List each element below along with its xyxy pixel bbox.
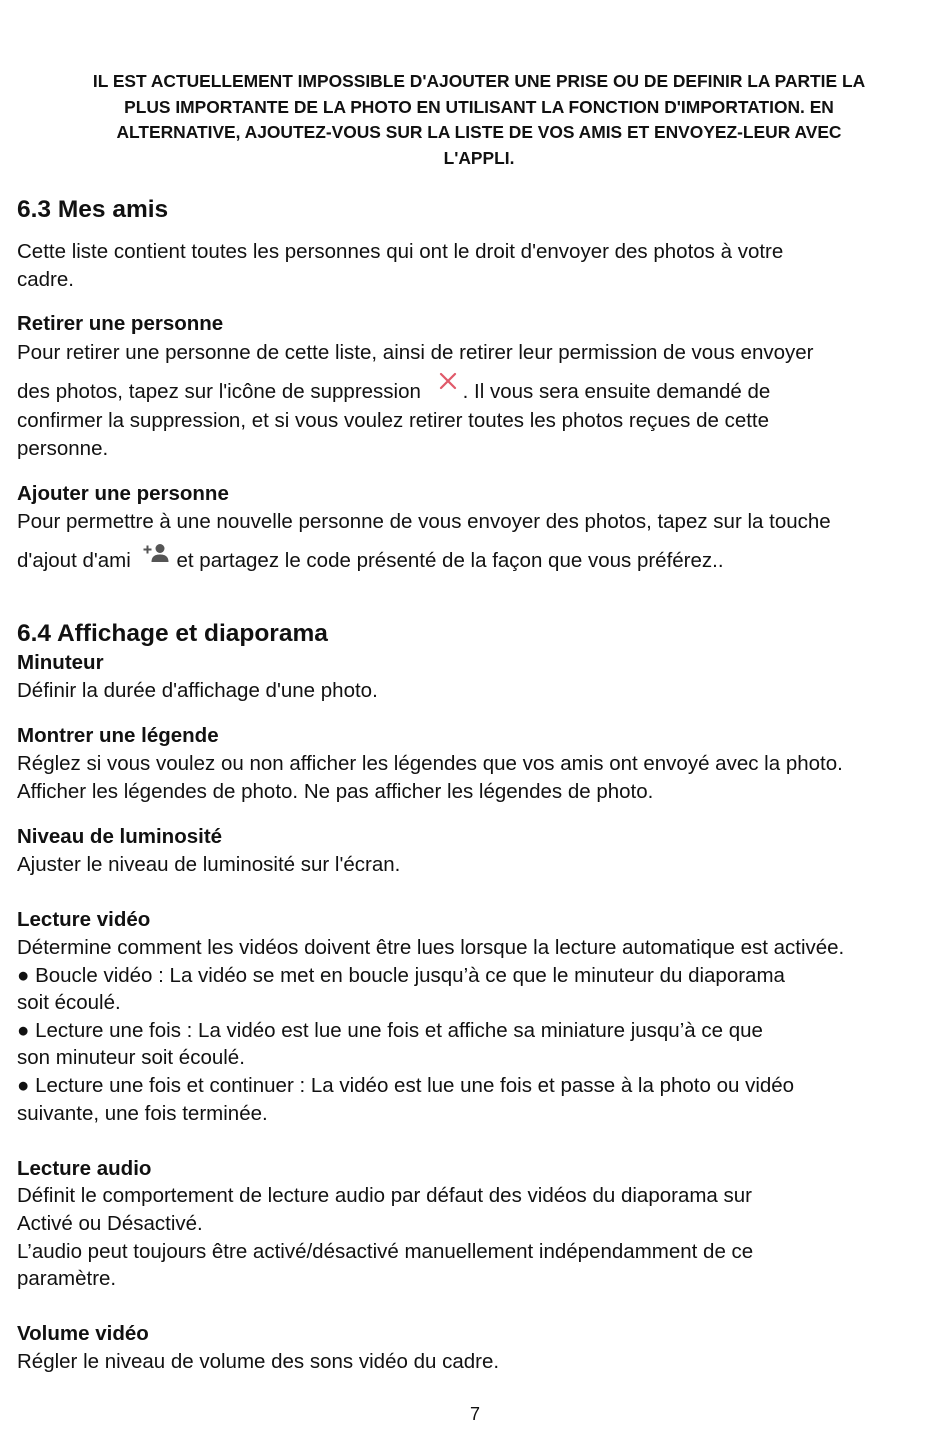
video-volume-heading: Volume vidéo [17, 1322, 149, 1345]
audio-playback-text: Définit le comportement de lecture audio par défaut des vidéos du diaporama sur [17, 1184, 753, 1207]
video-playback-text: soit écoulé. [17, 991, 121, 1014]
section-6-4-title: 6.4 Affichage et diaporama [17, 620, 328, 647]
add-friend-icon [143, 542, 171, 564]
friends-intro-line: cadre. [17, 268, 74, 291]
add-person-text: Pour permettre à une nouvelle personne de vous envoyer des photos, tapez sur la touche [17, 510, 831, 533]
video-playback-text: ● Boucle vidéo : La vidéo se met en boucle jusqu’à ce que le minuteur du diaporama [17, 964, 785, 987]
add-text-after-icon: et partagez le code présenté de la façon que vous préférez.. [176, 549, 724, 572]
import-limitation-notice [20, 69, 938, 171]
page-number: 7 [469, 1404, 480, 1424]
add-text-before-icon: d'ajout d'ami [17, 549, 131, 572]
notice-line: PLUS IMPORTANTE DE LA PHOTO EN UTILISANT LA FONCTION D'IMPORTATION. EN [124, 96, 834, 117]
video-playback-text: son minuteur soit écoulé. [17, 1046, 245, 1069]
remove-person-text: Pour retirer une personne de cette liste, ainsi de retirer leur permission de vous envoyer [17, 341, 814, 364]
video-playback-heading: Lecture vidéo [17, 908, 151, 931]
timer-heading: Minuteur [17, 651, 104, 674]
video-volume-text: Régler le niveau de volume des sons vidéo du cadre. [17, 1350, 500, 1373]
video-playback-text: Détermine comment les vidéos doivent être lues lorsque la lecture automatique est activée. [17, 936, 845, 959]
video-playback-text: ● Lecture une fois et continuer : La vidéo est lue une fois et passe à la photo ou vidéo [17, 1074, 795, 1097]
notice-line: IL EST ACTUELLEMENT IMPOSSIBLE D'AJOUTER UNE PRISE OU DE DEFINIR LA PARTIE LA [92, 71, 866, 91]
brightness-heading: Niveau de luminosité [17, 825, 223, 848]
notice-line: L'APPLI. [443, 147, 515, 168]
remove-text-before-icon: des photos, tapez sur l'icône de suppression [17, 380, 421, 403]
remove-text-after-icon: . Il vous sera ensuite demandé de [462, 380, 771, 403]
video-playback-text: ● Lecture une fois : La vidéo est lue une fois et affiche sa miniature jusqu’à ce que [17, 1019, 763, 1042]
caption-text: Réglez si vous voulez ou non afficher les légendes que vos amis ont envoyé avec la photo. [17, 752, 843, 775]
notice-line: ALTERNATIVE, AJOUTEZ-VOUS SUR LA LISTE DE VOS AMIS ET ENVOYEZ-LEUR AVEC [116, 122, 842, 142]
video-playback-text: suivante, une fois terminée. [17, 1102, 268, 1125]
audio-playback-text: L’audio peut toujours être activé/désactivé manuellement indépendamment de ce [17, 1240, 754, 1263]
section-6-3-title: 6.3 Mes amis [17, 196, 169, 223]
remove-person-text: confirmer la suppression, et si vous voulez retirer toutes les photos reçues de cette [17, 409, 770, 432]
remove-person-heading: Retirer une personne [17, 312, 224, 335]
caption-heading: Montrer une légende [17, 724, 219, 747]
add-person-heading: Ajouter une personne [17, 482, 229, 505]
caption-text: Afficher les légendes de photo. Ne pas afficher les légendes de photo. [17, 780, 654, 803]
audio-playback-text: paramètre. [17, 1267, 117, 1290]
add-person-text [17, 547, 724, 575]
timer-text: Définir la durée d'affichage d'une photo. [17, 679, 378, 702]
remove-person-text: personne. [17, 437, 109, 460]
audio-playback-heading: Lecture audio [17, 1157, 152, 1180]
delete-x-icon [437, 370, 463, 392]
friends-intro-line: Cette liste contient toutes les personnes qui ont le droit d'envoyer des photos à votre [17, 240, 784, 263]
audio-playback-text: Activé ou Désactivé. [17, 1212, 203, 1235]
brightness-text: Ajuster le niveau de luminosité sur l'écran. [17, 853, 401, 876]
remove-person-text [17, 378, 770, 406]
